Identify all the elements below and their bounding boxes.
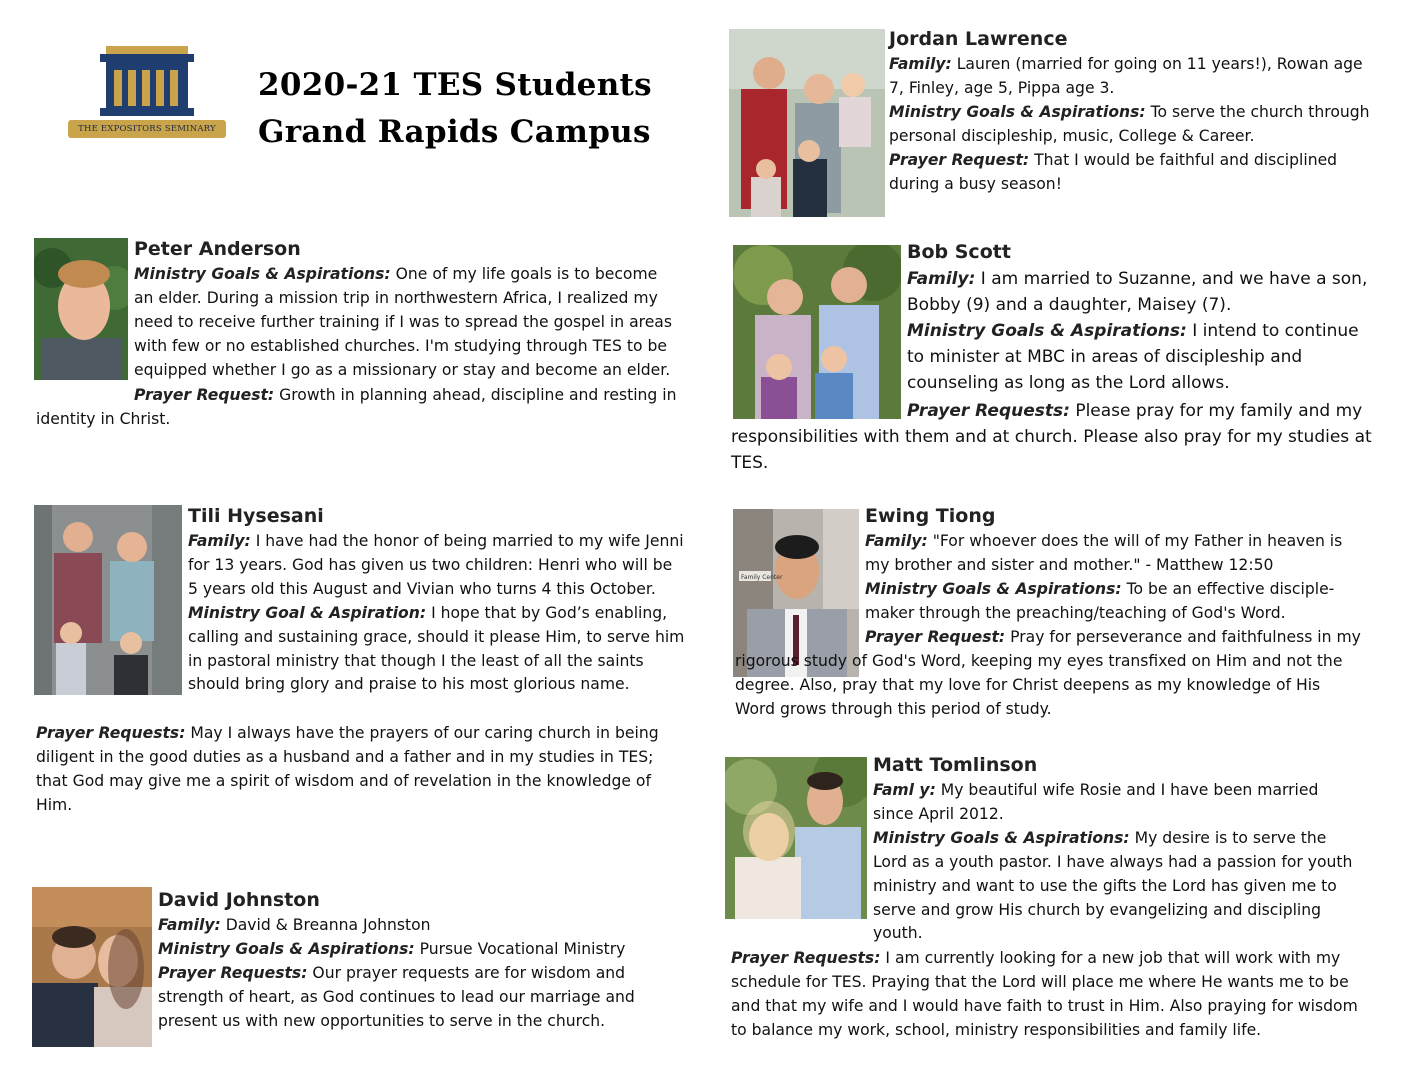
family-text: David & Breanna Johnston [225, 916, 431, 934]
tili-hysesani-prayer [36, 722, 680, 818]
prayer-text: May I always have the prayers of our caring church in being diligent in the good duties as a husband and a father and in my studies in TES; that God may give me a spirit of wisdom and of revelation in the knowledge of Him. [36, 724, 659, 814]
student-name: Bob Scott [907, 241, 1011, 263]
family-center-sign: Family Center [741, 574, 783, 581]
goals-paragraph [889, 101, 1375, 149]
peter-anderson-prayer [36, 384, 680, 432]
family-paragraph [158, 914, 646, 938]
matt-tomlinson-prayer [731, 947, 1365, 1043]
peter-anderson-photo [34, 238, 128, 380]
prayer-text: Pray for perseverance and faithfulness in my rigorous study of God's Word, keeping my eyes transfixed on Him and not the degree. Also, pray that my love for Christ deepens as my knowledge of His Word grows through this period of study. [735, 628, 1361, 718]
prayer-text: That I would be faithful and disciplined during a busy season! [889, 150, 1338, 193]
family-paragraph [873, 779, 1363, 827]
matt-tomlinson-bio [873, 752, 1363, 946]
student-name: Ewing Tiong [865, 505, 996, 527]
tili-hysesani-photo [34, 505, 182, 695]
goals-label: Ministry Goals & Aspirations: [873, 828, 1130, 847]
family-label: Family: [158, 916, 221, 934]
goals-text: To be an effective disciple-maker through the preaching/teaching of God's Word. [865, 579, 1335, 622]
student-name: Peter Anderson [134, 238, 301, 260]
bob-scott-bio [907, 239, 1377, 396]
ewing-tiong-prayer [735, 626, 1365, 722]
matt-tomlinson-photo [725, 757, 867, 919]
peter-anderson-bio [134, 236, 680, 383]
student-name: Matt Tomlinson [873, 754, 1038, 776]
prayer-text: Growth in planning ahead, discipline and resting in identity in Christ. [36, 386, 677, 428]
family-label: Family: [188, 532, 251, 550]
student-name: Jordan Lawrence [889, 28, 1068, 50]
prayer-paragraph [889, 149, 1375, 197]
student-name: Tili Hysesani [188, 505, 324, 527]
goals-paragraph [134, 263, 680, 383]
goals-label: Ministry Goals & Aspirations: [865, 579, 1122, 598]
goals-text: I intend to continue to minister at MBC in areas of discipleship and counseling as long as the Lord allows. [907, 321, 1359, 393]
goals-label: Ministry Goals & Aspirations: [907, 321, 1187, 341]
ewing-tiong-bio [865, 503, 1365, 626]
goals-text: To serve the church through personal discipleship, music, College & Career. [889, 102, 1370, 145]
prayer-label: Prayer Request: [889, 150, 1030, 169]
family-label: Family: [865, 532, 928, 550]
family-label: Family: [889, 55, 952, 73]
bob-scott-prayer [731, 398, 1377, 476]
logo-caption: THE EXPOSITORS SEMINARY [78, 124, 216, 134]
goals-text: I hope that by God’s enabling, calling and sustaining grace, should it please Him, to serve him in pastoral ministry that though I the least of all the saints should bring glory and praise to his most glorious name. [188, 603, 685, 694]
bob-scott-photo [733, 245, 901, 419]
family-label: Faml y: [873, 781, 936, 799]
tili-hysesani-bio [188, 503, 686, 697]
jordan-lawrence-photo [729, 29, 885, 217]
david-johnston-bio [158, 887, 646, 1034]
family-paragraph [907, 266, 1377, 318]
prayer-label: Prayer Request: [865, 628, 1006, 646]
prayer-text: Our prayer requests are for wisdom and strength of heart, as God continues to lead our marriage and present us with new opportunities to serve in the church. [158, 963, 635, 1030]
goals-paragraph [188, 602, 686, 698]
goals-label: Ministry Goals & Aspirations: [158, 939, 415, 958]
prayer-text: Please pray for my family and my responsibilities with them and at church. Please also pray for my studies at TES. [731, 401, 1372, 473]
family-text: I have had the honor of being married to my wife Jenni for 13 years. God has given us two children: Henri who will be 5 years old this August and Vivian who turns 4 this October. [188, 532, 684, 598]
goals-paragraph [907, 318, 1377, 396]
prayer-label: Prayer Request: [134, 386, 275, 404]
david-johnston-photo [32, 887, 152, 1047]
goals-paragraph [873, 827, 1363, 947]
family-label: Family: [907, 269, 976, 289]
page-title [258, 62, 698, 156]
prayer-label: Prayer Requests: [158, 963, 308, 982]
prayer-label: Prayer Requests: [907, 401, 1070, 421]
prayer-paragraph [158, 962, 646, 1034]
title-line-1: 2020-21 TES Students [258, 67, 652, 103]
family-text: My beautiful wife Rosie and I have been married since April 2012. [873, 781, 1319, 823]
goals-text: One of my life goals is to become an elder. During a mission trip in northwestern Africa, I realized my need to receive further training if I was to spread the gospel in areas with few or no established churches. I'm studying through TES to be equipped whether I go as a missionary or stay and become an elder. [134, 265, 672, 379]
jordan-lawrence-bio [889, 26, 1375, 196]
family-text: I am married to Suzanne, and we have a son, Bobby (9) and a daughter, Maisey (7). [907, 269, 1368, 315]
prayer-text: I am currently looking for a new job that will work with my schedule for TES. Praying that the Lord will place me where He wants me to be and that my wife and I would have faith to trust in Him. Also praying for wisdom to balance my work, school, ministry responsibilities and family life. [731, 949, 1358, 1039]
family-text: Lauren (married for going on 11 years!), Rowan age 7, Finley, age 5, Pippa age 3. [889, 55, 1363, 97]
goals-label: Ministry Goals & Aspirations: [889, 102, 1146, 121]
goals-label: Ministry Goal & Aspiration: [188, 603, 427, 622]
family-paragraph [889, 53, 1375, 101]
family-text: "For whoever does the will of my Father in heaven is my brother and sister and mother." - Matthew 12:50 [865, 532, 1343, 574]
goals-paragraph [865, 578, 1365, 626]
family-paragraph [188, 530, 686, 602]
seminary-logo [66, 44, 228, 140]
family-paragraph [865, 530, 1365, 578]
student-name: David Johnston [158, 889, 320, 911]
goals-label: Ministry Goals & Aspirations: [134, 265, 391, 283]
prayer-label: Prayer Requests: [731, 949, 881, 967]
goals-paragraph [158, 938, 646, 962]
title-line-2: Grand Rapids Campus [258, 114, 651, 150]
goals-text: My desire is to serve the Lord as a youth pastor. I have always had a passion for youth ministry and want to use the gifts the Lord has given me to serve and grow His church by evangelizing and discipling youth. [873, 828, 1353, 943]
goals-text: Pursue Vocational Ministry [419, 939, 626, 958]
prayer-label: Prayer Requests: [36, 724, 186, 742]
